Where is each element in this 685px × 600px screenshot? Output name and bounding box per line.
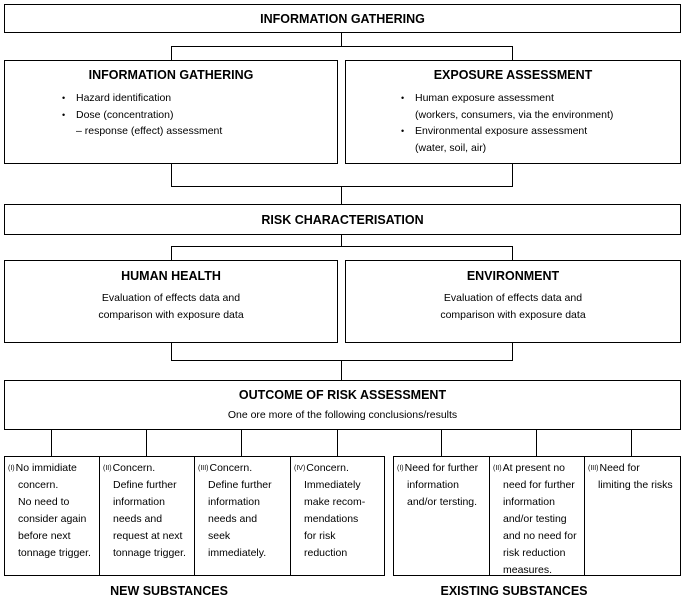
existing-substances-table [393,456,681,576]
connector [512,46,513,60]
existing-substances-label: EXISTING SUBSTANCES [440,584,588,598]
cell-line: limiting the risks [598,479,673,491]
connector [171,246,172,260]
human-title: HUMAN HEALTH [121,269,221,283]
cell-line: risk reduction [503,547,566,559]
connector [146,430,147,456]
info-item-continuation: – response (effect) assessment [76,125,223,137]
existing-substance-cell [585,457,680,575]
new-substance-cell [100,457,195,575]
cell-line: Immediately [304,479,361,491]
cell-line: tonnage trigger. [18,547,91,559]
connector [512,246,513,260]
risk-characterisation-box [4,204,681,235]
cell-first-line: Concern. [209,462,253,474]
cell-number: (III) [198,465,209,472]
cell-line: concern. [18,479,59,491]
info-box-body [62,90,222,140]
risk-title: RISK CHARACTERISATION [261,213,424,227]
top-information-gathering-box [4,4,681,33]
cell-line: needs and [208,513,258,525]
connector [171,186,513,187]
top-title: INFORMATION GATHERING [260,12,425,26]
new-substance-cell [5,457,100,575]
human-body [5,290,337,323]
cell-line: Define further [208,479,272,491]
connector [51,430,52,456]
cell-first-line: At present no [502,462,566,474]
human-health-box [4,260,338,343]
environment-box [345,260,681,343]
cell-line: information [503,496,555,508]
cell-line: request at next [113,530,183,542]
information-gathering-box [4,60,338,164]
cell-line: information [208,496,260,508]
cell-line: mendations [304,513,359,525]
info-item: • Dose (concentration) [62,107,222,124]
cell-line: measures. [503,564,553,576]
cell-first-line: Concern. [112,462,156,474]
new-substances-label: NEW SUBSTANCES [110,584,228,598]
cell-number: (II) [493,465,502,472]
cell-line: reduction [304,547,348,559]
connector [171,246,513,247]
exposure-assessment-box [345,60,681,164]
info-box-title: INFORMATION GATHERING [88,68,254,82]
connector [341,33,342,47]
cell-line: and/or testing [503,513,567,525]
human-line: Evaluation of effects data and [101,292,241,304]
connector [337,430,338,456]
cell-line: and no need for [503,530,577,542]
cell-line: before next [18,530,71,542]
new-substance-cell [195,457,291,575]
env-line: Evaluation of effects data and [443,292,583,304]
cell-line: tonnage trigger. [113,547,186,559]
cell-line: No need to [18,496,70,508]
cell-line: needs and [113,513,163,525]
info-item: • Hazard identification [62,90,222,107]
exposure-item [401,90,613,123]
cell-number: (II) [103,465,112,472]
cell-line: seek [208,530,231,542]
exposure-item-cont: (workers, consumers, via the environment) [415,108,614,121]
cell-line: information [407,479,459,491]
cell-first-line: Need for [599,462,640,474]
outcome-subtitle: One ore more of the following conclusions/results [227,409,458,421]
new-substance-cell [291,457,384,575]
cell-line: consider again [18,513,87,525]
outcome-box [4,380,681,430]
new-substances-table [4,456,385,576]
connector [631,430,632,456]
connector [171,46,513,47]
connector [171,343,172,361]
existing-substance-cell [394,457,490,575]
cell-first-line: Concern. [306,462,349,474]
cell-first-line: No immidiate [15,462,77,474]
cell-line: need for further [503,479,575,491]
exposure-item-text: Environmental exposure assessment [415,125,588,137]
exposure-item [401,123,613,156]
env-title: ENVIRONMENT [466,269,560,283]
cell-number: (III) [588,465,599,472]
exposure-item-text: Human exposure assessment [415,92,554,104]
cell-number: (I) [397,465,404,472]
connector [341,360,342,380]
human-line: comparison with exposure data [98,308,244,321]
connector [171,46,172,60]
connector [441,430,442,456]
connector [536,430,537,456]
outcome-title: OUTCOME OF RISK ASSESSMENT [238,388,447,402]
exposure-item-cont: (water, soil, air) [415,141,487,154]
cell-line: Define further [113,479,177,491]
cell-first-line: Need for further [404,462,479,474]
existing-substance-cell [490,457,585,575]
cell-line: information [113,496,165,508]
cell-number: (I) [8,465,15,472]
cell-line: make recom- [304,496,366,508]
cell-number: (IV) [294,465,306,472]
cell-line: immediately. [208,547,267,559]
exposure-box-body [401,90,613,156]
cell-line: for risk [304,530,336,542]
cell-line: and/or tersting. [407,496,478,508]
connector [171,164,172,187]
connector [512,343,513,361]
env-body [346,290,680,323]
connector [241,430,242,456]
connector [341,186,342,204]
connector [512,164,513,187]
connector [171,360,513,361]
exposure-box-title: EXPOSURE ASSESSMENT [433,68,593,82]
env-line: comparison with exposure data [440,308,586,321]
